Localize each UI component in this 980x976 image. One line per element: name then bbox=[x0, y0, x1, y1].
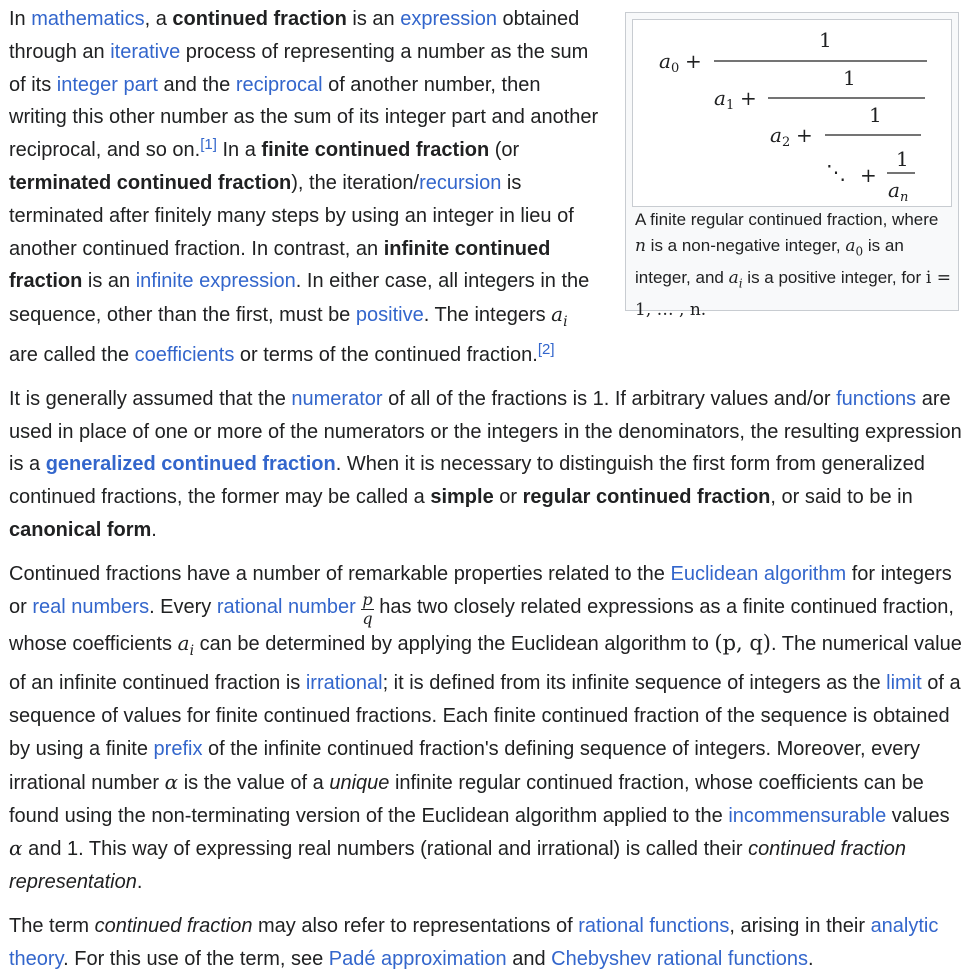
math-a-i: $a_i$ bbox=[551, 302, 568, 331]
paragraph-term bbox=[9, 910, 963, 976]
text: . In either case, all integers in the sequence, other than the first, must be bbox=[9, 270, 590, 327]
emphasis-representation: continued fraction representation bbox=[9, 838, 906, 894]
formula-one-1: 1 bbox=[843, 66, 856, 90]
link-pade-approximation[interactable]: Padé approximation bbox=[328, 947, 507, 970]
text: and bbox=[506, 947, 552, 970]
text: . For this use of the term, see bbox=[63, 947, 329, 970]
math-alpha: α bbox=[9, 836, 23, 861]
text: process of representing a number as the sum of its bbox=[9, 40, 589, 96]
text: In a bbox=[216, 139, 262, 162]
paragraph-properties bbox=[9, 558, 963, 899]
link-irrational[interactable]: irrational bbox=[305, 672, 383, 695]
text: of the infinite continued fraction's defining sequence of integers. Moreover, every irrational number bbox=[9, 737, 921, 794]
emphasis-unique: unique bbox=[329, 771, 390, 794]
text: is terminated after finitely many steps by using an integer in lieu of another continued fraction. In contrast, an bbox=[9, 171, 574, 260]
math-a-i: $a_i$ bbox=[177, 630, 195, 659]
text: of a sequence of values for finite continued fractions. Each finite continued fraction of the sequence is obtained by using a finite bbox=[9, 672, 961, 760]
link-expression[interactable]: expression bbox=[400, 8, 497, 30]
formula-plus-0: + bbox=[685, 49, 702, 73]
continued-fraction-formula-image[interactable] bbox=[632, 19, 952, 207]
term-infinite: infinite continued fraction bbox=[9, 237, 551, 293]
text: . bbox=[807, 947, 814, 970]
text: of all of the fractions is 1. If arbitrary values and/or bbox=[382, 387, 837, 410]
text: Continued fractions have a number of remarkable properties related to the bbox=[9, 562, 671, 585]
text: is a positive integer, for bbox=[742, 267, 926, 287]
reference-1[interactable]: [1] bbox=[200, 136, 217, 154]
formula-one-0: 1 bbox=[819, 28, 832, 52]
term-simple: simple bbox=[430, 486, 494, 509]
text: or terms of the continued fraction. bbox=[234, 343, 538, 366]
link-chebyshev-rational-functions[interactable]: Chebyshev rational functions bbox=[551, 947, 808, 970]
link-limit[interactable]: limit bbox=[886, 672, 922, 695]
figure-caption bbox=[635, 207, 953, 323]
formula-plus-1: + bbox=[740, 86, 757, 110]
link-iterative[interactable]: iterative bbox=[110, 40, 181, 63]
math-pair-p-q: (p, q) bbox=[714, 630, 771, 655]
text: , or said to be in bbox=[770, 486, 913, 509]
paragraph-numerator bbox=[9, 383, 963, 547]
text: and the bbox=[157, 73, 236, 96]
formula-an: $a_n$ bbox=[888, 178, 909, 205]
formula-plus-n: + bbox=[860, 163, 877, 187]
text: can be determined by applying the Euclidean algorithm to bbox=[194, 632, 715, 655]
link-recursion[interactable]: recursion bbox=[419, 171, 502, 194]
link-prefix[interactable]: prefix bbox=[153, 737, 203, 760]
text: . When it is necessary to distinguish the first form from generalized continued fractions, the former may be called a bbox=[9, 453, 925, 509]
text: and 1. This way of expressing real numbers (rational and irrational) is called their bbox=[22, 838, 749, 861]
text: has two closely related expressions as a finite continued fraction, whose coefficients bbox=[9, 595, 954, 655]
text: for integers or bbox=[9, 562, 952, 618]
link-infinite-expression[interactable]: infinite expression bbox=[135, 270, 296, 293]
formula-a1: $a_1$ bbox=[714, 86, 735, 113]
text: of another number, then writing this other number as the sum of its integer part and another reciprocal, and so on. bbox=[9, 73, 599, 162]
text: is an bbox=[82, 270, 136, 293]
text: (or bbox=[489, 139, 520, 162]
link-analytic-theory[interactable]: analytic theory bbox=[9, 914, 939, 970]
text: or bbox=[493, 486, 523, 509]
text: may also refer to representations of bbox=[252, 914, 579, 937]
link-rational-number[interactable]: rational number bbox=[216, 595, 356, 618]
text: A finite regular continued fraction, where bbox=[635, 210, 939, 229]
link-incommensurable[interactable]: incommensurable bbox=[728, 804, 887, 827]
formula-ddots: ⋱ bbox=[826, 160, 846, 184]
math-fraction-p-over-q: $\frac{p}{q}$ bbox=[362, 589, 373, 628]
text: . The numerical value of an infinite continued fraction is bbox=[9, 632, 962, 695]
text: is an bbox=[346, 8, 401, 30]
text: . bbox=[136, 871, 143, 894]
formula-one-n: 1 bbox=[896, 147, 909, 171]
formula-a2: $a_2$ bbox=[770, 123, 791, 150]
figure-thumbnail bbox=[625, 12, 959, 320]
formula-a0: $a_0$ bbox=[659, 49, 680, 76]
text: , arising in their bbox=[729, 914, 871, 937]
text: are used in place of one or more of the numerators or the integers in the denominators, the resulting expression is a bbox=[9, 387, 962, 476]
link-generalized-continued-fraction[interactable]: generalized continued fraction bbox=[45, 453, 336, 476]
text: ; it is defined from its infinite sequence of integers as the bbox=[382, 672, 887, 695]
link-euclidean-algorithm[interactable]: Euclidean algorithm bbox=[670, 562, 847, 585]
reference-2[interactable]: [2] bbox=[537, 340, 555, 358]
text: . The integers bbox=[423, 304, 552, 327]
term-terminated: terminated continued fraction bbox=[9, 171, 292, 194]
text: . Every bbox=[149, 595, 217, 618]
link-integer-part[interactable]: integer part bbox=[56, 73, 158, 96]
term-regular: regular continued fraction bbox=[522, 486, 771, 509]
text: infinite regular continued fraction, whose coefficients can be found using the non-terminating version of the Euclidean algorithm applied to the bbox=[9, 771, 924, 827]
term-finite: finite continued fraction bbox=[261, 139, 490, 162]
math-index-range: i = 1, … , n. bbox=[635, 267, 951, 320]
text: In bbox=[9, 8, 32, 30]
link-functions[interactable]: functions bbox=[836, 387, 917, 410]
text: obtained through an bbox=[9, 8, 580, 63]
text: is a non-negative integer, bbox=[645, 235, 846, 255]
math-a-i: $a_i$ bbox=[728, 267, 743, 290]
text: are called the bbox=[9, 343, 135, 366]
math-n: n bbox=[635, 235, 646, 256]
term-continued-fraction: continued fraction bbox=[172, 8, 347, 30]
link-positive[interactable]: positive bbox=[355, 304, 424, 327]
text: values bbox=[886, 804, 950, 827]
math-a-0: $a_0$ bbox=[845, 235, 864, 258]
formula-one-2: 1 bbox=[869, 103, 882, 127]
emphasis-continued-fraction: continued fraction bbox=[94, 914, 253, 937]
link-real-numbers[interactable]: real numbers bbox=[32, 595, 150, 618]
link-numerator[interactable]: numerator bbox=[291, 387, 383, 410]
text: is an integer, and bbox=[635, 235, 904, 287]
text: It is generally assumed that the bbox=[9, 387, 292, 410]
text: . bbox=[151, 518, 157, 541]
link-rational-functions[interactable]: rational functions bbox=[578, 914, 730, 937]
link-mathematics[interactable]: mathematics bbox=[31, 8, 145, 30]
text: , a bbox=[144, 8, 173, 30]
text: is the value of a bbox=[178, 771, 330, 794]
link-reciprocal[interactable]: reciprocal bbox=[235, 73, 323, 96]
math-alpha: α bbox=[164, 769, 179, 794]
text: The term bbox=[9, 914, 95, 937]
link-coefficients[interactable]: coefficients bbox=[134, 343, 235, 366]
paragraph-intro bbox=[9, 3, 601, 372]
term-canonical-form: canonical form bbox=[9, 518, 152, 541]
text: ), the iteration/ bbox=[291, 171, 420, 194]
formula-plus-2: + bbox=[796, 123, 813, 147]
